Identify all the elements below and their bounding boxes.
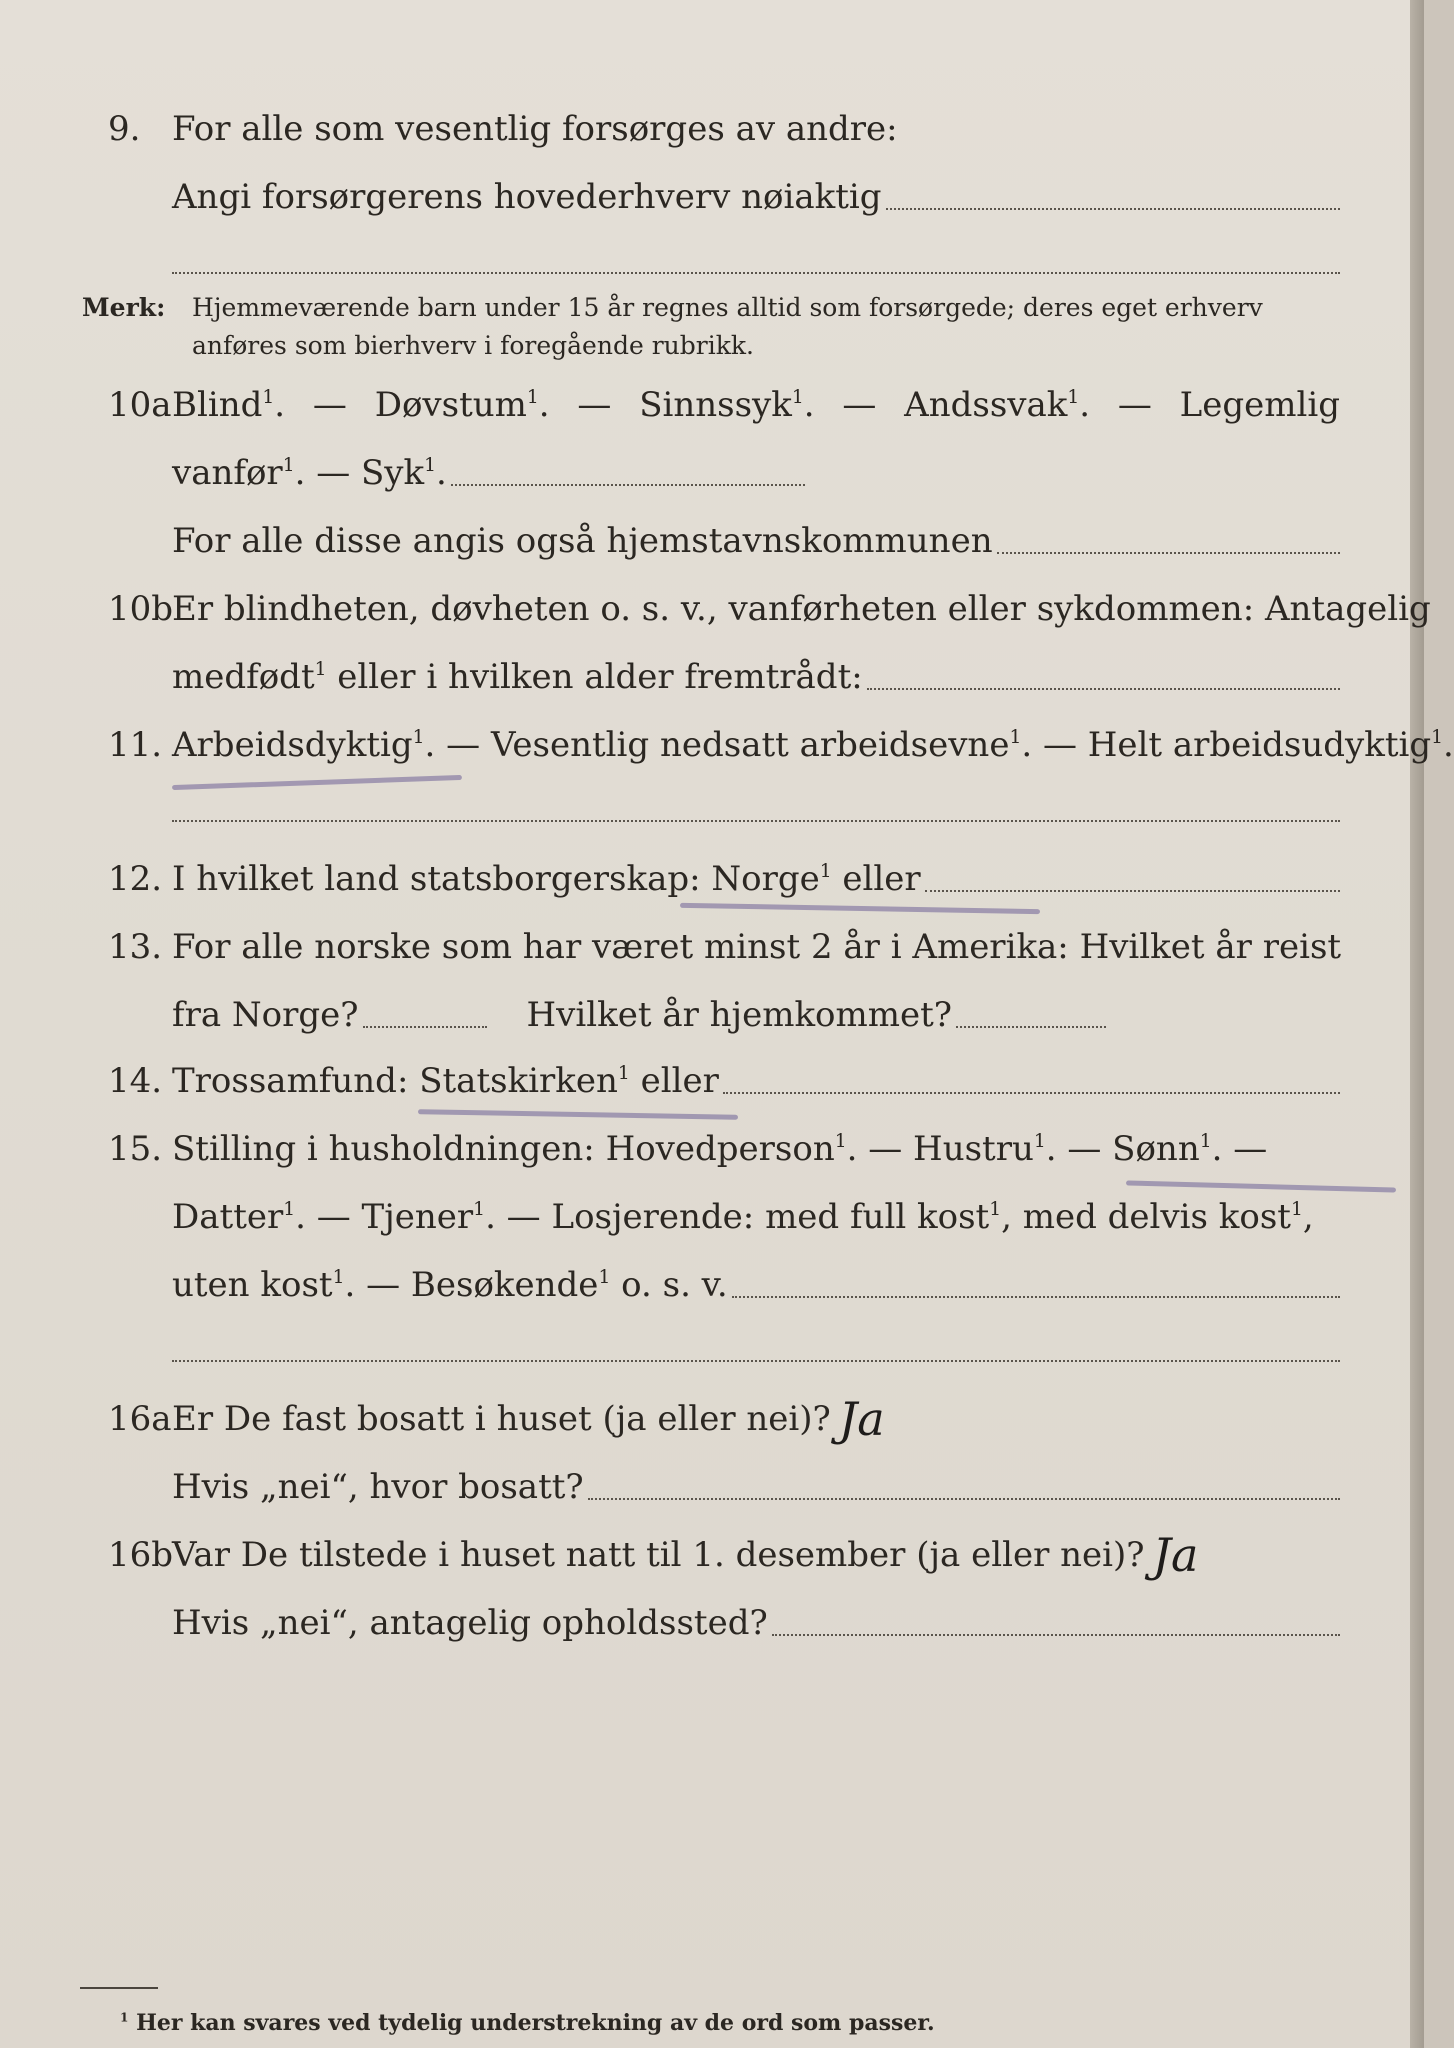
q15-text-3[interactable]: uten kost$^1$. — Besøkende$^1$ o. s. v.	[172, 1265, 728, 1305]
q10b-answer-line[interactable]	[867, 686, 1340, 690]
q9-text-1: For alle som vesentlig forsørges av andre:	[172, 109, 898, 149]
q16b-text-1: Var De tilstede i huset natt til 1. desember (ja eller nei)?	[172, 1535, 1145, 1575]
q10a-number: 10a	[108, 385, 172, 425]
q16b-handwritten-answer[interactable]: Ja	[1152, 1528, 1199, 1582]
q13-row-2	[0, 992, 1424, 1038]
q13-row-1	[0, 924, 1424, 970]
option-legemlig[interactable]: Legemlig	[1179, 385, 1340, 425]
q15-row-1	[0, 1126, 1424, 1172]
dash: —	[1117, 385, 1152, 425]
q15-row-2	[0, 1194, 1424, 1240]
q9-answer-line-2[interactable]	[172, 272, 1340, 274]
q16b-row-1	[0, 1528, 1424, 1582]
q16b-row-2	[0, 1600, 1424, 1646]
q16a-row-2	[0, 1464, 1424, 1510]
q11-answer-line[interactable]	[172, 820, 1340, 822]
option-sinnssyk[interactable]: Sinnssyk$^1$.	[639, 385, 815, 425]
q9-number: 9.	[108, 109, 141, 149]
q10a-row-3	[0, 518, 1424, 564]
q16a-row-1	[0, 1392, 1424, 1446]
q16a-handwritten-answer[interactable]: Ja	[838, 1392, 885, 1446]
q11-text[interactable]: Arbeidsdyktig$^1$. — Vesentlig nedsatt arbeidsevne$^1$. — Helt arbeidsudyktig$^1$.	[172, 725, 1454, 765]
q10a-row-1	[0, 382, 1424, 428]
q12-row	[0, 856, 1424, 902]
q14-row	[0, 1058, 1424, 1104]
q13-text-1: For alle norske som har været minst 2 år i Amerika: Hvilket år reist	[172, 927, 1342, 967]
q15-answer-line-2[interactable]	[172, 1360, 1340, 1362]
q9-answer-line[interactable]	[886, 206, 1340, 210]
bosatt-answer-line[interactable]	[588, 1496, 1340, 1500]
q15-answer-line[interactable]	[732, 1294, 1340, 1298]
q14-number: 14.	[108, 1061, 163, 1101]
q12-answer-line[interactable]	[925, 888, 1340, 892]
hjemkommet-year-line[interactable]	[956, 1024, 1106, 1028]
q9-row-1	[0, 106, 1424, 152]
q11-row	[0, 722, 1454, 768]
merk-label: Merk:	[82, 293, 166, 322]
dash: —	[312, 385, 347, 425]
q10b-row-1	[0, 586, 1431, 632]
q10a-text-3: For alle disse angis også hjemstavnskommunen	[172, 521, 993, 561]
q16b-text-2: Hvis „nei“, antagelig opholdssted?	[172, 1603, 768, 1643]
merk-text-2: anføres som bierhverv i foregående rubrikk.	[192, 331, 754, 360]
q15-text-2[interactable]: Datter$^1$. — Tjener$^1$. — Losjerende: med full kost$^1$, med delvis kost$^1$,	[172, 1197, 1314, 1237]
q10a-row-2	[0, 450, 1424, 496]
q13-text-2a: fra Norge?	[172, 995, 359, 1035]
q10b-row-2	[0, 654, 1424, 700]
q13-number: 13.	[108, 927, 163, 967]
q12-text[interactable]: I hvilket land statsborgerskap: Norge$^1$ eller	[172, 859, 921, 899]
q16a-text-2: Hvis „nei“, hvor bosatt?	[172, 1467, 584, 1507]
reist-year-line[interactable]	[363, 1024, 487, 1028]
q9-row-2	[0, 174, 1424, 220]
opholdssted-answer-line[interactable]	[772, 1632, 1340, 1636]
q10b-text-2: medfødt$^1$ eller i hvilken alder fremtrådt:	[172, 657, 863, 697]
q16a-text-1: Er De fast bosatt i huset (ja eller nei)?	[172, 1399, 831, 1439]
option-dovstum[interactable]: Døvstum$^1$.	[374, 385, 550, 425]
q15-row-3	[0, 1262, 1424, 1308]
q14-text[interactable]: Trossamfund: Statskirken$^1$ eller	[172, 1061, 719, 1101]
q10b-text-1: Er blindheten, døvheten o. s. v., vanførheten eller sykdommen: Antagelig	[172, 589, 1431, 629]
q10a-options	[172, 382, 1340, 428]
q11-number: 11.	[108, 725, 163, 765]
q16b-number: 16b	[108, 1535, 174, 1575]
q15-number: 15.	[108, 1129, 163, 1169]
dash: —	[577, 385, 612, 425]
q16a-number: 16a	[108, 1399, 172, 1439]
q9-text-2: Angi forsørgerens hovederhverv nøiaktig	[172, 177, 882, 217]
option-blind[interactable]: Blind$^1$.	[172, 385, 286, 425]
q10b-number: 10b	[108, 589, 174, 629]
q10a-text-2[interactable]: vanfør$^1$. — Syk$^1$.	[172, 453, 447, 493]
q13-text-2b: Hvilket år hjemkommet?	[526, 995, 953, 1035]
option-andssvak[interactable]: Andssvak$^1$.	[904, 385, 1091, 425]
footnote-rule	[80, 1987, 158, 1989]
merk-text-1: Hjemmeværende barn under 15 år regnes alltid som forsørgede; deres eget erhverv	[192, 293, 1263, 322]
hjemstavn-answer-line[interactable]	[997, 550, 1340, 554]
q12-number: 12.	[108, 859, 163, 899]
q15-text-1[interactable]: Stilling i husholdningen: Hovedperson$^1$. — Hustru$^1$. — Sønn$^1$. —	[172, 1129, 1268, 1169]
footnote: $^1$ Her kan svares ved tydelig understrekning av de ord som passer.	[120, 2010, 935, 2036]
dash: —	[842, 385, 877, 425]
q14-answer-line[interactable]	[723, 1090, 1340, 1094]
q10a-answer-line[interactable]	[451, 482, 805, 486]
